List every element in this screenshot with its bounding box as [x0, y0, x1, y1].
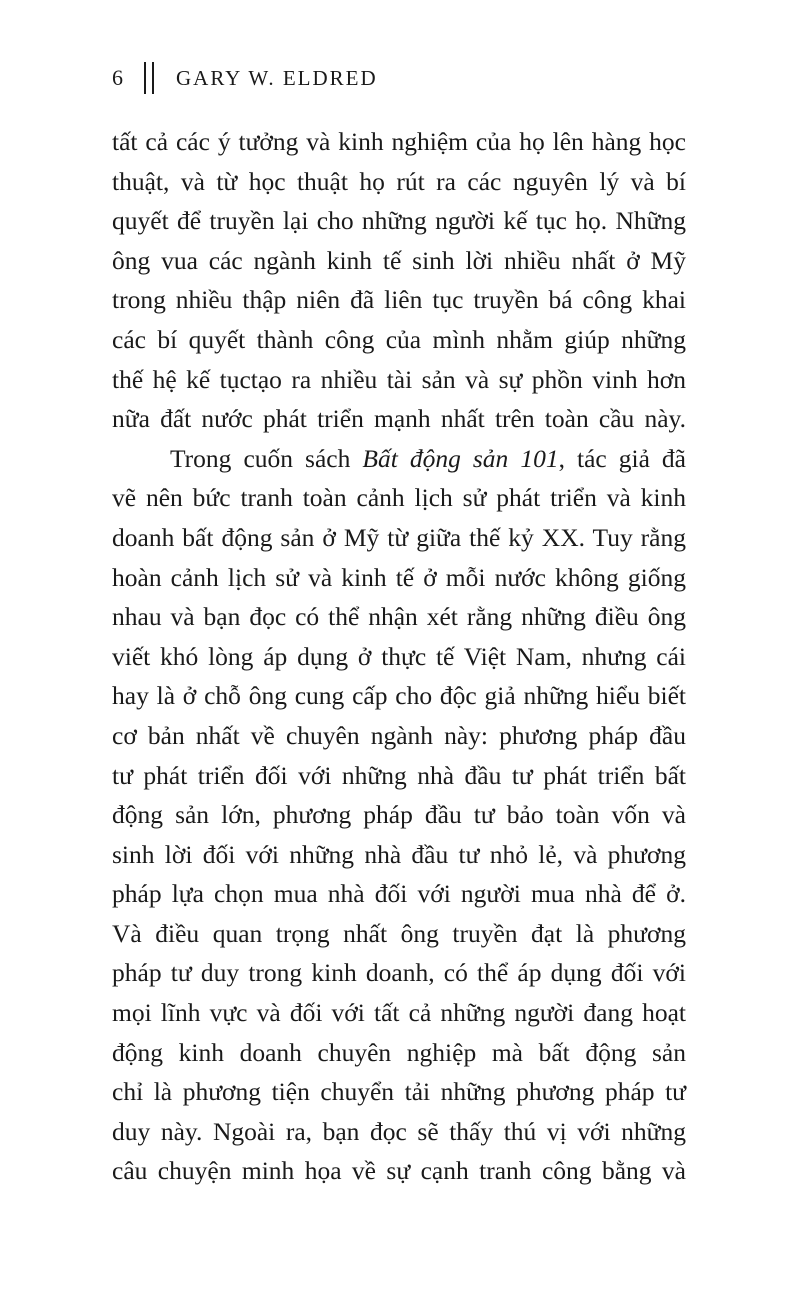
text-line: vẽ nên bức tranh toàn cảnh lịch sử phát triển và kinh	[112, 483, 686, 513]
text-line: thuật, và từ học thuật họ rút ra các nguyên lý và bí	[112, 166, 686, 196]
text-line: chỉ là phương tiện chuyển tải những phương pháp tư	[112, 1077, 686, 1107]
text-line: Và điều quan trọng nhất ông truyền đạt là phương	[112, 918, 686, 948]
running-head	[112, 60, 378, 96]
text-line: hay là ở chỗ ông cung cấp cho độc giả những hiểu biết	[112, 681, 686, 711]
text-line: doanh bất động sản ở Mỹ từ giữa thế kỷ XX. Tuy rằng	[112, 522, 686, 552]
text-line: pháp tư duy trong kinh doanh, có thể áp dụng đối với	[112, 958, 686, 988]
text-line: tất cả các ý tưởng và kinh nghiệm của họ lên hàng học	[112, 127, 686, 156]
paragraph-2	[112, 439, 686, 1191]
text-line: nhau và bạn đọc có thể nhận xét rằng những điều ông	[112, 602, 686, 632]
text-line: ông vua các ngành kinh tế sinh lời nhiều nhất ở Mỹ	[112, 245, 686, 275]
text-line: mọi lĩnh vực và đối với tất cả những người đang hoạt	[112, 998, 686, 1028]
text-line: động sản lớn, phương pháp đầu tư bảo toàn vốn và	[112, 800, 686, 830]
paragraph-1	[112, 122, 686, 439]
text-line: viết khó lòng áp dụng ở thực tế Việt Nam, nhưng cái	[112, 641, 686, 671]
text-line: hoàn cảnh lịch sử và kinh tế ở mỗi nước không giống	[112, 562, 686, 592]
book-title: Bất động sản 101	[362, 443, 559, 473]
header-divider	[144, 62, 154, 94]
body-text	[112, 122, 686, 1191]
author-name: GARY W. ELDRED	[176, 65, 378, 90]
text-line: động kinh doanh chuyên nghiệp mà bất động sản	[112, 1037, 686, 1067]
text-line-first	[112, 439, 686, 479]
text-line: cơ bản nhất về chuyên ngành này: phương pháp đầu	[112, 720, 686, 750]
text-line: trong nhiều thập niên đã liên tục truyền bá công khai	[112, 285, 686, 315]
text-line: câu chuyện minh họa về sự cạnh tranh công bằng và	[112, 1156, 686, 1186]
text-line: sinh lời đối với những nhà đầu tư nhỏ lẻ, và phương	[112, 839, 686, 869]
text-line: quyết để truyền lại cho những người kế tục họ. Những	[112, 206, 686, 236]
page-number: 6	[112, 65, 124, 90]
text-run: , tác giả đã	[558, 443, 686, 473]
text-line: các bí quyết thành công của mình nhằm giúp những	[112, 324, 686, 354]
text-line: tư phát triển đối với những nhà đầu tư phát triển bất	[112, 760, 686, 790]
text-line: pháp lựa chọn mua nhà đối với người mua nhà để ở.	[112, 879, 686, 909]
text-run: Trong cuốn sách	[170, 443, 363, 473]
text-line: nữa đất nước phát triển mạnh nhất trên toàn cầu này.	[112, 404, 686, 434]
text-line: thế hệ kế tụctạo ra nhiều tài sản và sự phồn vinh hơn	[112, 364, 686, 394]
text-line: duy này. Ngoài ra, bạn đọc sẽ thấy thú vị với những	[112, 1116, 686, 1146]
